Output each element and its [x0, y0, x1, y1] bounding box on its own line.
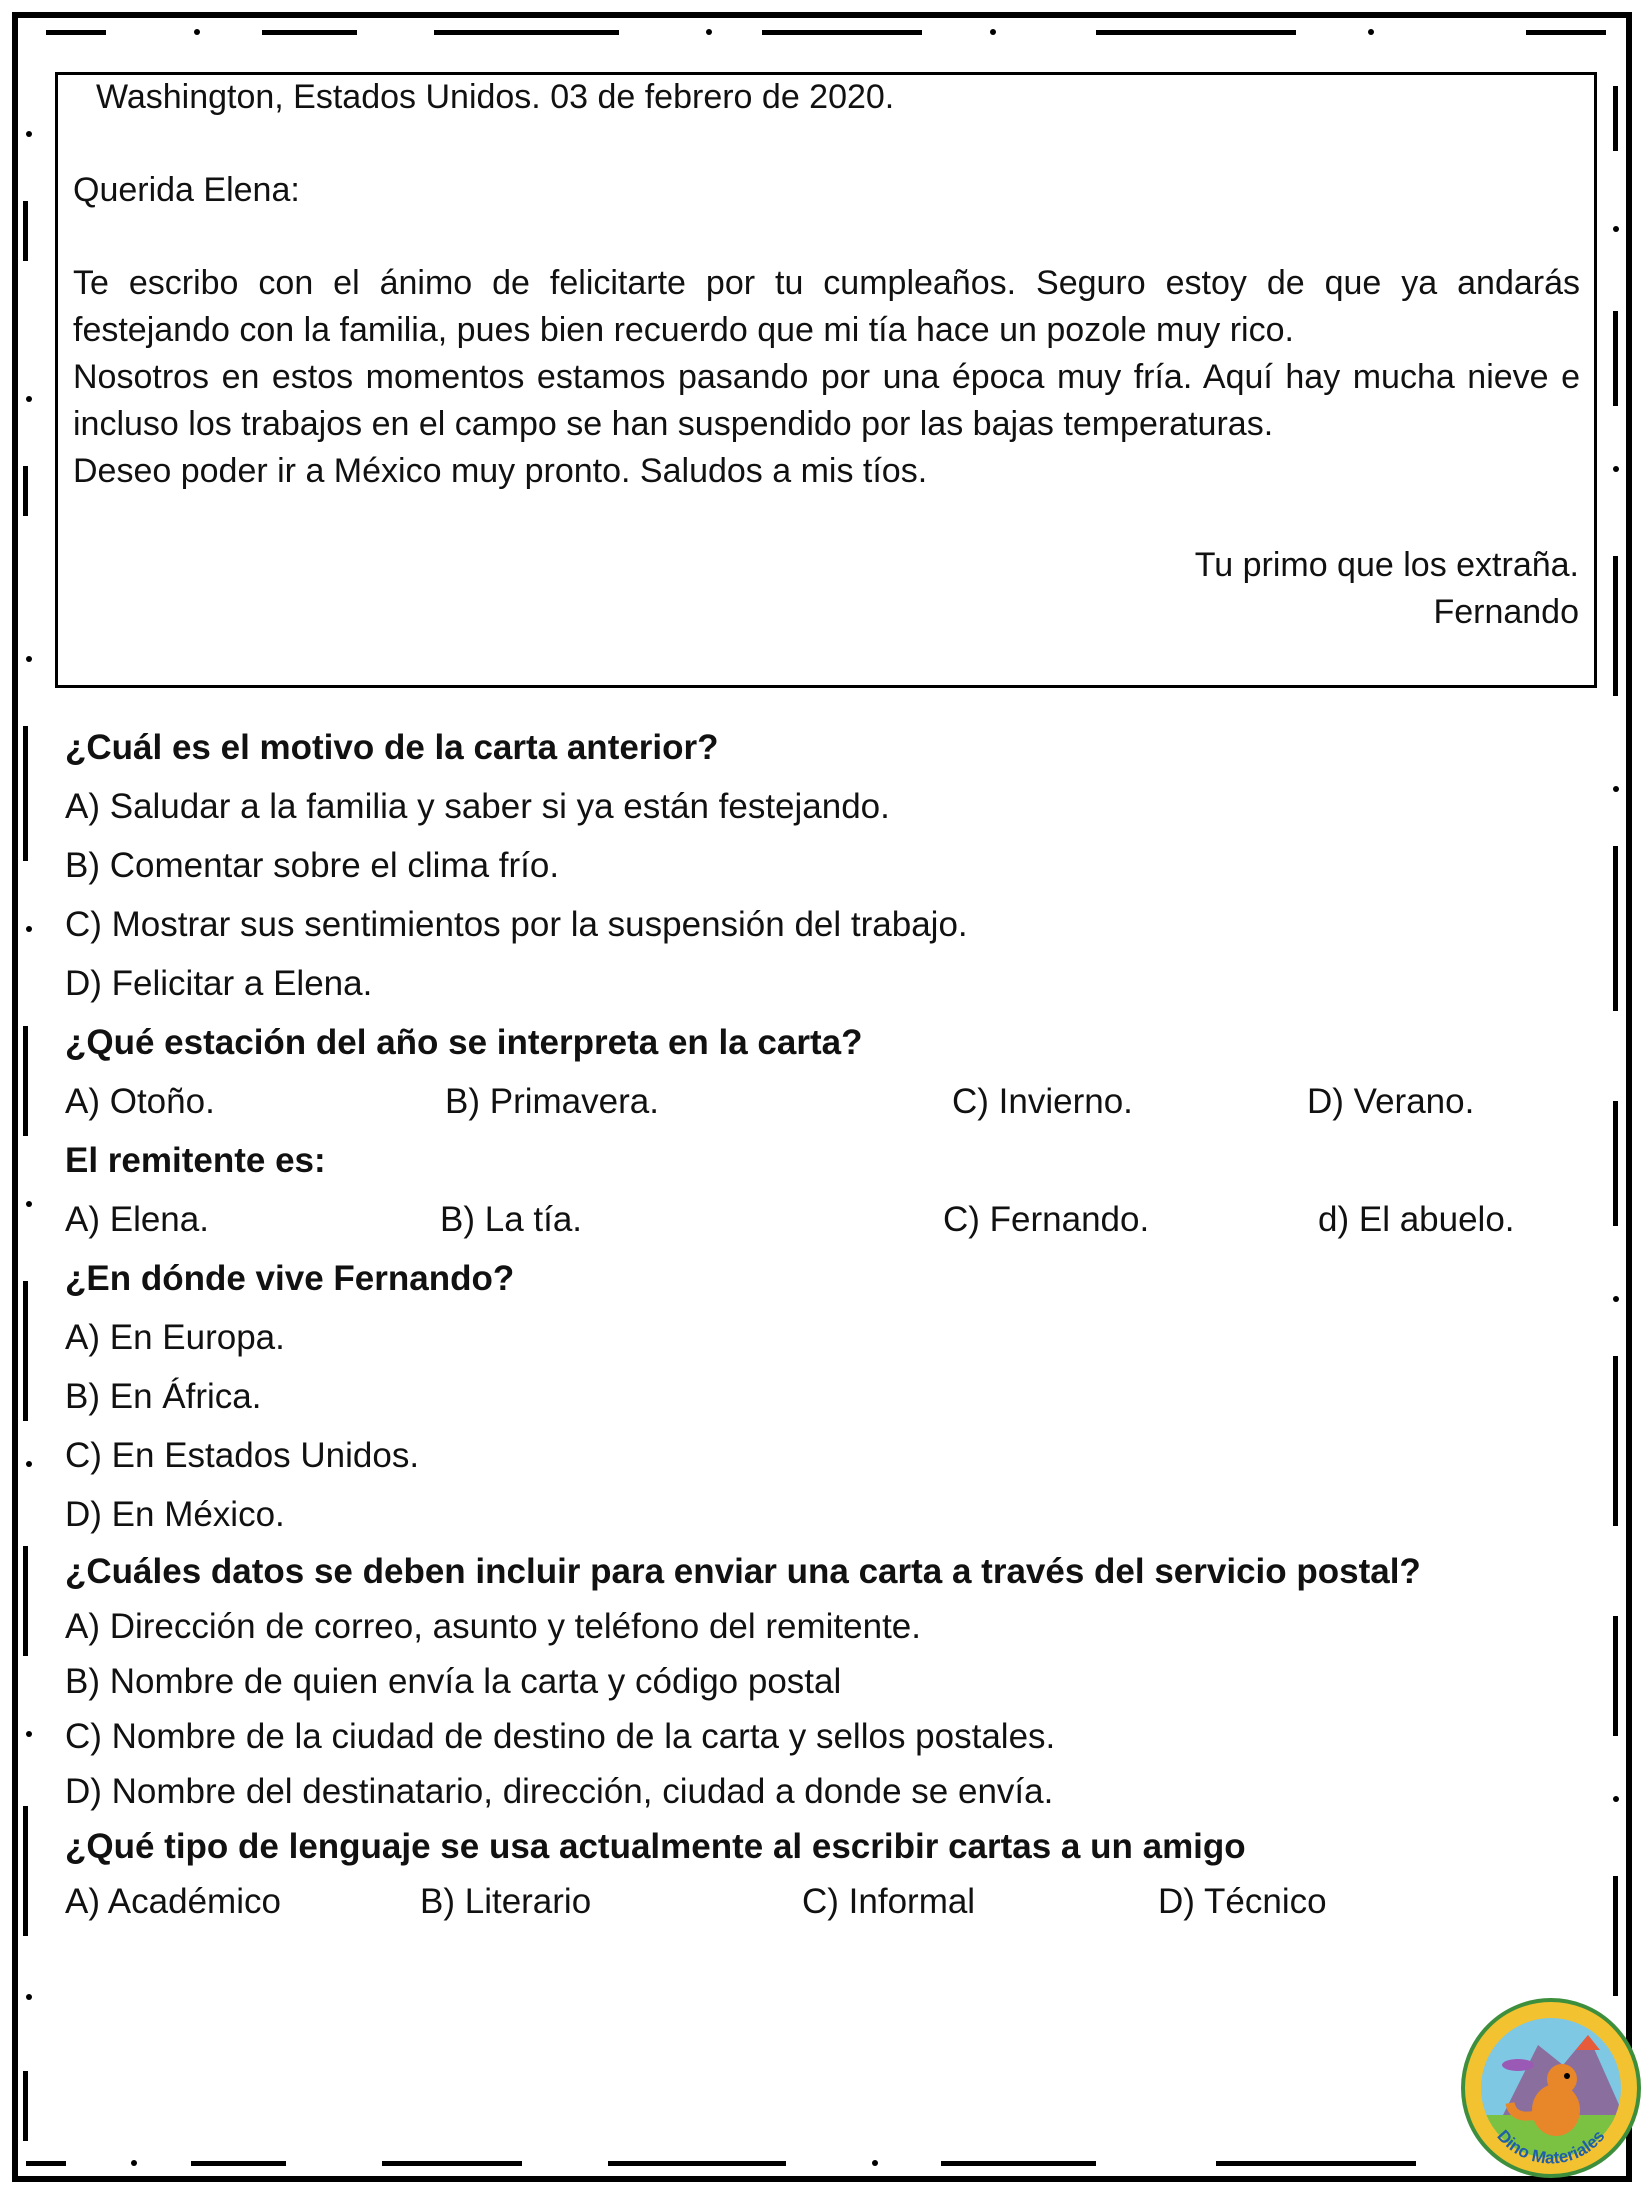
- letter-closing: Tu primo que los extraña.: [1194, 546, 1579, 584]
- question-3-option-b[interactable]: B) La tía.: [440, 1200, 583, 1239]
- letter-signature: Fernando: [1433, 593, 1579, 631]
- question-3-title: El remitente es:: [65, 1141, 326, 1180]
- question-2-option-c[interactable]: C) Invierno.: [952, 1082, 1133, 1121]
- question-1-option-d[interactable]: D) Felicitar a Elena.: [65, 964, 373, 1003]
- question-1-option-a[interactable]: A) Saludar a la familia y saber si ya están festejando.: [65, 787, 890, 826]
- question-5-option-c[interactable]: C) Nombre de la ciudad de destino de la carta y sellos postales.: [65, 1717, 1056, 1756]
- letter-closing-block: [1195, 542, 1579, 636]
- question-6-option-c[interactable]: C) Informal: [802, 1882, 976, 1921]
- question-3-option-a[interactable]: A) Elena.: [65, 1200, 209, 1239]
- question-4-option-c[interactable]: C) En Estados Unidos.: [65, 1436, 420, 1475]
- letter-paragraph: Deseo poder ir a México muy pronto. Saludos a mis tíos.: [73, 452, 928, 490]
- question-3-option-d[interactable]: d) El abuelo.: [1318, 1200, 1515, 1239]
- question-6-option-b[interactable]: B) Literario: [420, 1882, 592, 1921]
- question-1-title: ¿Cuál es el motivo de la carta anterior?: [65, 728, 719, 767]
- question-6-title: ¿Qué tipo de lenguaje se usa actualmente al escribir cartas a un amigo: [65, 1827, 1246, 1866]
- question-1-option-b[interactable]: B) Comentar sobre el clima frío.: [65, 846, 560, 885]
- logo-text: Dino Materiales: [1493, 2126, 1609, 2168]
- question-2-option-a[interactable]: A) Otoño.: [65, 1082, 215, 1121]
- letter-paragraph: Nosotros en estos momentos estamos pasando por una época muy fría. Aquí hay mucha nieve e incluso los trabajos en el campo se han suspendido por las bajas temperaturas.: [73, 358, 1580, 443]
- question-4-option-a[interactable]: A) En Europa.: [65, 1318, 285, 1357]
- question-5-option-b[interactable]: B) Nombre de quien envía la carta y código postal: [65, 1662, 842, 1701]
- question-3-option-c[interactable]: C) Fernando.: [943, 1200, 1150, 1239]
- question-6-option-d[interactable]: D) Técnico: [1158, 1882, 1327, 1921]
- letter-paragraph: Te escribo con el ánimo de felicitarte por tu cumpleaños. Seguro estoy de que ya andarás festejando con la familia, pues bien recuerdo que mi tía hace un pozole muy rico.: [73, 264, 1580, 349]
- question-6-option-a[interactable]: A) Académico: [65, 1882, 281, 1921]
- question-1-option-c[interactable]: C) Mostrar sus sentimientos por la suspensión del trabajo.: [65, 905, 968, 944]
- letter-place-date: Washington, Estados Unidos. 03 de febrero de 2020.: [96, 78, 895, 116]
- question-2-option-b[interactable]: B) Primavera.: [445, 1082, 659, 1121]
- letter-body: [73, 260, 1580, 495]
- question-2-title: ¿Qué estación del año se interpreta en la carta?: [65, 1023, 863, 1062]
- question-5-title: ¿Cuáles datos se deben incluir para enviar una carta a través del servicio postal?: [65, 1552, 1421, 1591]
- letter-greeting: Querida Elena:: [73, 171, 300, 209]
- question-4-option-d[interactable]: D) En México.: [65, 1495, 285, 1534]
- question-4-title: ¿En dónde vive Fernando?: [65, 1259, 515, 1298]
- question-5-option-d[interactable]: D) Nombre del destinatario, dirección, ciudad a donde se envía.: [65, 1772, 1054, 1811]
- question-4-option-b[interactable]: B) En África.: [65, 1377, 262, 1416]
- question-5-option-a[interactable]: A) Dirección de correo, asunto y teléfono del remitente.: [65, 1607, 921, 1646]
- question-2-option-d[interactable]: D) Verano.: [1307, 1082, 1475, 1121]
- dino-materiales-logo: [1458, 1995, 1644, 2181]
